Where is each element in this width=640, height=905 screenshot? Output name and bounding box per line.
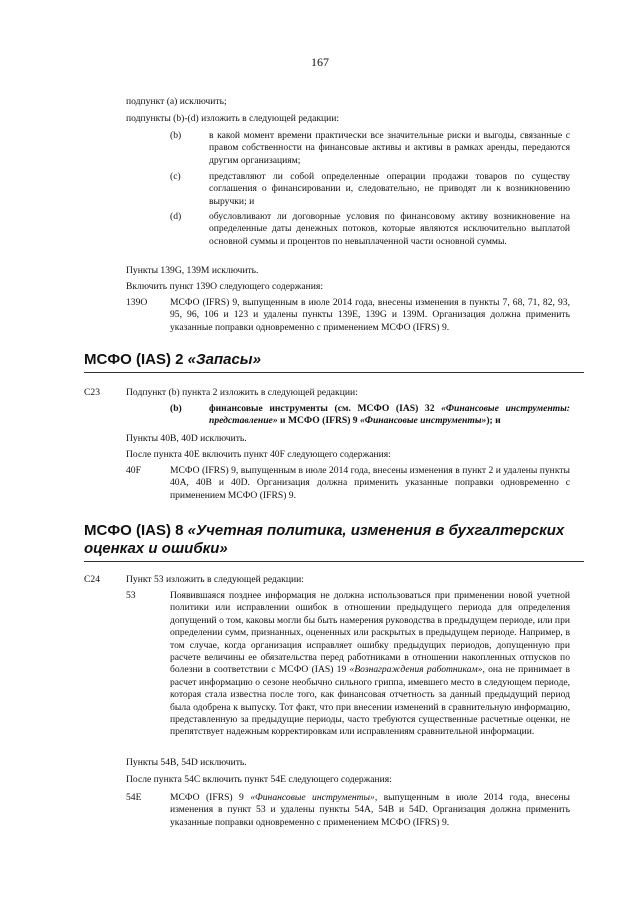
amendment-intro-c23: Подпункт (b) пункта 2 изложить в следующей редакции: <box>126 387 358 398</box>
paragraph-include-40f: После пункта 40Е включить пункт 40F следующего содержания: <box>126 449 391 460</box>
section-divider <box>84 561 584 562</box>
list-item-text: обусловливают ли договорные условия по финансовому активу возникновение на определенные даты денежных потоков, которые являются исключительно выплатой основной суммы и процентов по невыплаченной части основной суммы. <box>209 211 570 247</box>
paragraph-delete-subitem-a: подпункт (а) исключить; <box>126 96 227 107</box>
paragraph-label-40f: 40F <box>126 465 141 476</box>
amendment-code-c24: C24 <box>84 574 100 585</box>
amendment-code-c23: C23 <box>84 387 100 398</box>
list-item-text: финансовые инструменты (см. МСФО (IAS) 32 «Финансовые инструменты: представление» и МСФО (IFRS) 9 «Финансовые инструменты»); и <box>209 403 570 427</box>
paragraph-text-139o: МСФО (IFRS) 9, выпущенным в июле 2014 года, внесены изменения в пункты 7, 68, 71, 82, 93, 95, 96, 106 и 123 и удалены пункты 139Е, 139G и 139М. Организация должна применить указанные поправки одновременно с применением МСФО (IFRS) 9. <box>170 297 570 333</box>
paragraph-delete-40b: Пункты 40В, 40D исключить. <box>126 433 247 444</box>
section-heading-ias2: МСФО (IAS) 2 «Запасы» <box>84 351 261 368</box>
paragraph-include-139o: Включить пункт 139О следующего содержания: <box>126 281 323 292</box>
paragraph-text-53: Появившаяся позднее информация не должна использоваться при применении новой учетной политики или исправлении ошибок в отношении предыдущего периода для определения допущений о том, каковы могли бы быть намерения руководства в предыдущем периоде, или при определении сумм, признанных, оцененных или раскрытых в предыдущем периоде. Например, в том случае, когда организация исправляет ошибку предыдущих периодов, допущенную при расчете величины ее обязательства перед работниками в отношении накопленных отпусков по болезни в соответствии с МСФО (IAS) 19 «Вознаграждения работникам», она не принимает в расчет информацию о сезоне необычно сильного гриппа, имевшего место в следующем периоде, которая стала известна после того, как финансовая отчетность за данный предыдущий период была одобрена к выпуску. Тот факт, что при внесении изменений в сравнительную информацию, представленную за предыдущие периоды, часто требуются существенные расчетные оценки, не препятствует надежным корректировкам или исправлениям сравнительной информации. <box>170 590 570 738</box>
list-item-label: (c) <box>170 171 181 182</box>
paragraph-include-54e: После пункта 54С включить пункт 54Е следующего содержания: <box>126 774 392 785</box>
page-number: 167 <box>311 55 329 69</box>
list-item-label: (b) <box>170 130 182 141</box>
paragraph-delete-139g: Пункты 139G, 139М исключить. <box>126 265 259 276</box>
paragraph-label-53: 53 <box>126 590 136 601</box>
paragraph-delete-54b: Пункты 54В, 54D исключить. <box>126 757 247 768</box>
section-divider <box>84 372 584 373</box>
list-item-label: (d) <box>170 211 182 222</box>
section-heading-ias8: МСФО (IAS) 8 «Учетная политика, изменения в бухгалтерских оценках и ошибки» <box>84 522 565 557</box>
amendment-intro-c24: Пункт 53 изложить в следующей редакции: <box>126 574 304 585</box>
list-item-label: (b) <box>170 403 182 414</box>
paragraph-text-40f: МСФО (IFRS) 9, выпущенным в июле 2014 года, внесены изменения в пункт 2 и удалены пункты 40А, 40В и 40D. Организация должна применить указанные поправки одновременно с применением МСФО (IFRS) 9. <box>170 465 570 501</box>
paragraph-label-139o: 139О <box>126 297 148 308</box>
list-item-text: в какой момент времени практически все значительные риски и выгоды, связанные с правом собственности на финансовые активы и активы в рамках аренды, передаются другим организациям; <box>209 130 570 166</box>
list-item-text: представляют ли собой определенные операции продажи товаров по существу соглашения о финансировании и, следовательно, не приводят ли к возникновению выручки; и <box>209 171 570 207</box>
paragraph-label-54e: 54Е <box>126 792 142 803</box>
paragraph-text-54e: МСФО (IFRS) 9 «Финансовые инструменты», выпущенным в июле 2014 года, внесены изменения в пункт 53 и удалены пункты 54А, 54В и 54D. Организация должна применить указанные поправки одновременно с применением МСФО (IFRS) 9. <box>170 792 570 828</box>
paragraph-subitems-b-d-intro: подпункты (b)-(d) изложить в следующей редакции: <box>126 113 340 124</box>
